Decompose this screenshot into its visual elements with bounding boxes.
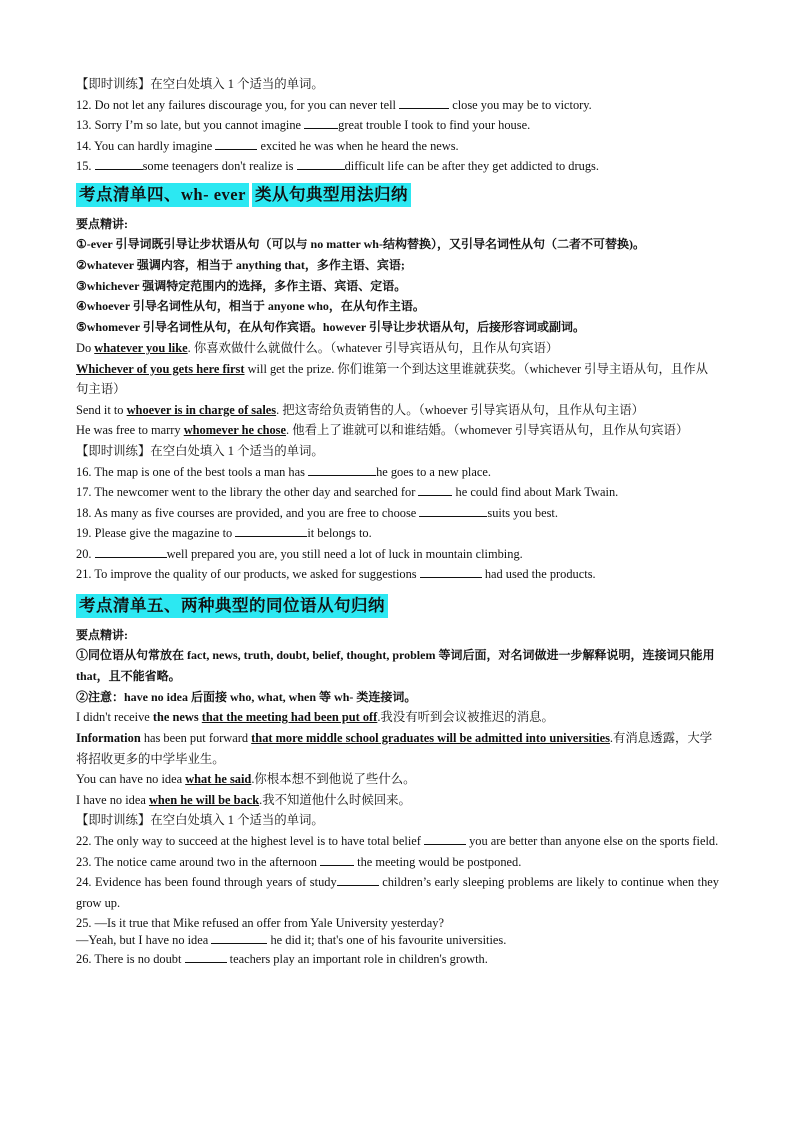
answer-blank[interactable]: [235, 525, 307, 537]
answer-blank[interactable]: [215, 138, 257, 150]
question-25: 25. —Is it true that Mike refused an offer from Yale University yesterday?: [76, 916, 444, 931]
example-sentence: Information has been put forward that more middle school graduates will be admitted into universities.有消息透露，大学将招收更多的中学毕业生。: [76, 731, 713, 766]
key-point-1: ①-ever 引导词既引导让步状语从句（可以与 no matter wh-结构替换），又引导名词性从句（二者不可替换)。: [76, 236, 645, 251]
document-page: [76, 74, 719, 970]
key-points-label: 要点精讲:: [76, 628, 128, 643]
answer-blank[interactable]: [297, 158, 345, 170]
question-22: 22. The only way to succeed at the highest level is to have total belief you are better than anyone else on the sports field.: [76, 834, 719, 849]
question-20: 20. well prepared you are, you still need a lot of luck in mountain climbing.: [76, 546, 523, 561]
question-17: 17. The newcomer went to the library the other day and searched for he could find about Mark Twain.: [76, 485, 619, 500]
example-sentence: I didn't receive the news that the meeting had been put off.我没有听到会议被推迟的消息。: [76, 710, 554, 725]
answer-blank[interactable]: [308, 464, 376, 476]
example-sentence: Do whatever you like. 你喜欢做什么就做什么。（whatever 引导宾语从句，且作从句宾语）: [76, 340, 559, 355]
example-sentence: Whichever of you gets here first will get the prize. 你们谁第一个到达这里谁就获奖。（whichever 引导主语从句，且作从句主语）: [76, 361, 709, 397]
section-heading-part: 考点清单五、两种典型的同位语从句归纳: [76, 594, 388, 618]
question-26: 26. There is no doubt teachers play an important role in children's growth.: [76, 952, 488, 967]
question-12: 12. Do not let any failures discourage you, for you can never tell close you may be to victory.: [76, 97, 592, 112]
question-16: 16. The map is one of the best tools a man has he goes to a new place.: [76, 464, 491, 479]
section-heading-part: 类从句典型用法归纳: [252, 183, 411, 207]
answer-blank[interactable]: [399, 97, 449, 109]
key-points-label: 要点精讲:: [76, 216, 128, 231]
practice-title: 【即时训练】在空白处填入 1 个适当的单词。: [76, 813, 324, 828]
section-heading-5: [76, 594, 719, 618]
answer-blank[interactable]: [95, 158, 143, 170]
practice-title: 【即时训练】在空白处填入 1 个适当的单词。: [76, 443, 324, 458]
question-24: 24. Evidence has been found through years of study children’s early sleeping problems are likely to continue when they grow up.: [76, 875, 719, 910]
question-15: 15. some teenagers don't realize is difficult life can be after they get addicted to drugs.: [76, 159, 599, 174]
key-point-1: ①同位语从句常放在 fact, news, truth, doubt, belief, thought, problem 等词后面，对名词做进一步解释说明，连接词只能用 that，且不能省略。: [76, 648, 715, 683]
question-14: 14. You can hardly imagine excited he was when he heard the news.: [76, 138, 459, 153]
example-sentence: You can have no idea what he said.你根本想不到他说了些什么。: [76, 772, 416, 787]
practice-title: 【即时训练】在空白处填入 1 个适当的单词。: [76, 77, 324, 91]
answer-blank[interactable]: [211, 932, 267, 944]
question-18: 18. As many as five courses are provided, and you are free to choose suits you best.: [76, 505, 558, 520]
answer-blank[interactable]: [95, 546, 167, 558]
answer-blank[interactable]: [424, 833, 466, 845]
question-23: 23. The notice came around two in the afternoon the meeting would be postponed.: [76, 854, 522, 869]
section-heading-part: 考点清单四、wh- ever: [76, 183, 249, 207]
key-point-4: ④whoever 引导名词性从句，相当于 anyone who，在从句作主语。: [76, 299, 425, 314]
answer-blank[interactable]: [418, 484, 452, 496]
example-sentence: I have no idea when he will be back.我不知道他什么时候回来。: [76, 792, 411, 807]
answer-blank[interactable]: [420, 566, 482, 578]
example-sentence: He was free to marry whomever he chose. 他看上了谁就可以和谁结婚。（whomever 引导宾语从句，且作从句宾语）: [76, 423, 689, 438]
question-21: 21. To improve the quality of our products, we asked for suggestions had used the products.: [76, 567, 596, 582]
question-25-reply: —Yeah, but I have no idea he did it; that's one of his favourite universities.: [76, 933, 507, 948]
answer-blank[interactable]: [419, 505, 487, 517]
answer-blank[interactable]: [320, 854, 354, 866]
key-point-5: ⑤whomever 引导名词性从句，在从句作宾语。however 引导让步状语从句，后接形容词或副词。: [76, 320, 585, 335]
key-point-3: ③whichever 强调特定范围内的选择，多作主语、宾语、定语。: [76, 278, 407, 293]
question-13: 13. Sorry I’m so late, but you cannot imagine great trouble I took to find your house.: [76, 118, 531, 133]
example-sentence: Send it to whoever is in charge of sales. 把这寄给负责销售的人。（whoever 引导宾语从句，且作从句主语）: [76, 402, 645, 417]
answer-blank[interactable]: [185, 951, 227, 963]
question-19: 19. Please give the magazine to it belongs to.: [76, 526, 372, 541]
section-heading-4: [76, 183, 719, 207]
key-point-2: ②whatever 强调内容，相当于 anything that，多作主语、宾语;: [76, 257, 405, 272]
answer-blank[interactable]: [337, 874, 379, 886]
answer-blank[interactable]: [304, 117, 338, 129]
key-point-2: ②注意：have no idea 后面接 who, what, when 等 wh- 类连接词。: [76, 689, 417, 704]
